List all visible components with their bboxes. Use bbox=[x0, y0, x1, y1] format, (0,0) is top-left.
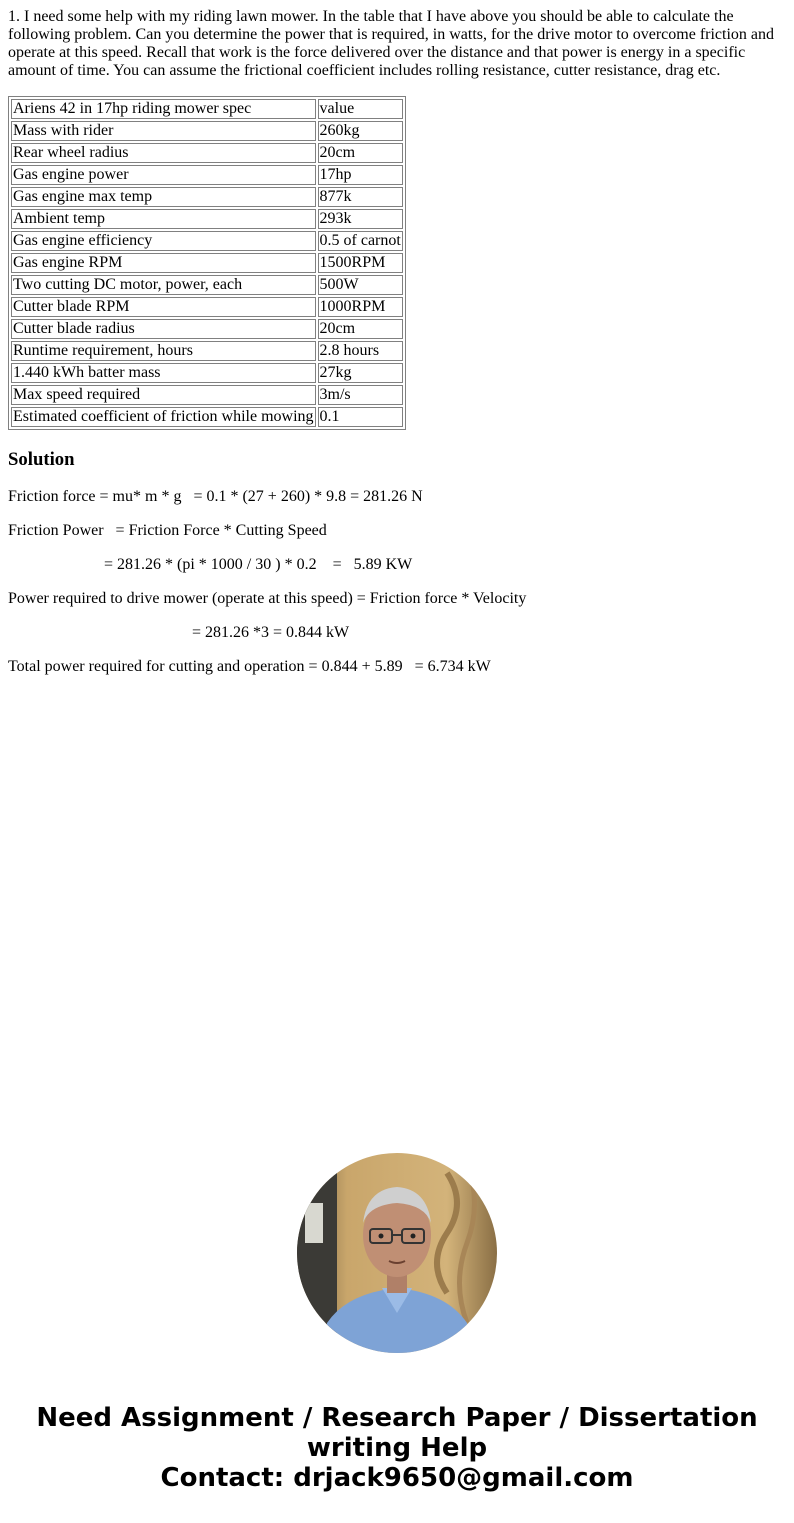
table-cell: Mass with rider bbox=[11, 121, 316, 141]
table-cell: Gas engine RPM bbox=[11, 253, 316, 273]
table-cell: Runtime requirement, hours bbox=[11, 341, 316, 361]
table-row bbox=[11, 143, 403, 163]
table-row bbox=[11, 385, 403, 405]
table-cell: Cutter blade radius bbox=[11, 319, 316, 339]
table-header-cell: value bbox=[318, 99, 403, 119]
author-photo bbox=[297, 1153, 497, 1353]
promo-footer bbox=[0, 1403, 794, 1493]
table-cell: 0.1 bbox=[318, 407, 403, 427]
promo-line: Need Assignment / Research Paper / Dissertation bbox=[36, 1403, 758, 1433]
table-cell: 1.440 kWh batter mass bbox=[11, 363, 316, 383]
table-cell: Gas engine max temp bbox=[11, 187, 316, 207]
solution-line: = 281.26 *3 = 0.844 kW bbox=[192, 624, 350, 641]
table-cell: Max speed required bbox=[11, 385, 316, 405]
spec-table bbox=[8, 96, 406, 430]
table-cell: Two cutting DC motor, power, each bbox=[11, 275, 316, 295]
table-row bbox=[11, 319, 403, 339]
table-row bbox=[11, 121, 403, 141]
table-cell: 20cm bbox=[318, 319, 403, 339]
table-row bbox=[11, 231, 403, 251]
contact-line: Contact: drjack9650@gmail.com bbox=[160, 1463, 634, 1493]
table-row bbox=[11, 341, 403, 361]
table-cell: 27kg bbox=[318, 363, 403, 383]
table-row bbox=[11, 209, 403, 229]
table-cell: Gas engine efficiency bbox=[11, 231, 316, 251]
table-cell: 500W bbox=[318, 275, 403, 295]
table-cell: 293k bbox=[318, 209, 403, 229]
document-body bbox=[8, 8, 786, 430]
table-row bbox=[11, 297, 403, 317]
table-cell: 3m/s bbox=[318, 385, 403, 405]
table-header-row bbox=[11, 99, 403, 119]
table-row bbox=[11, 275, 403, 295]
solution-line: Friction force = mu* m * g = 0.1 * (27 + 260) * 9.8 = 281.26 N bbox=[8, 488, 423, 505]
table-row bbox=[11, 187, 403, 207]
solution-heading: Solution bbox=[8, 449, 75, 470]
table-header-cell: Ariens 42 in 17hp riding mower spec bbox=[11, 99, 316, 119]
table-cell: 260kg bbox=[318, 121, 403, 141]
question-text: 1. I need some help with my riding lawn mower. In the table that I have above you should be able to calculate the following problem. Can you determine the power that is required, in watts, for the drive motor to overcome friction and operate at this speed. Recall that work is the force delivered over the distance and that power is energy in a specific amount of time. You can assume the frictional coefficient includes rolling resistance, cutter resistance, drag etc. bbox=[8, 8, 775, 79]
table-cell: 0.5 of carnot bbox=[319, 232, 401, 249]
solution-line: = 281.26 * (pi * 1000 / 30 ) * 0.2 = 5.89 KW bbox=[104, 556, 413, 573]
table-row bbox=[11, 165, 403, 185]
table-cell: Cutter blade RPM bbox=[11, 297, 316, 317]
solution-line: Total power required for cutting and operation = 0.844 + 5.89 = 6.734 kW bbox=[8, 658, 491, 675]
solution-line: Friction Power = Friction Force * Cutting Speed bbox=[8, 522, 327, 539]
table-cell: 1000RPM bbox=[318, 297, 403, 317]
promo-line: writing Help bbox=[306, 1433, 488, 1463]
table-cell: Estimated coefficient of friction while mowing bbox=[13, 408, 314, 425]
author-photo-graphic bbox=[297, 1153, 497, 1353]
table-cell: 17hp bbox=[318, 165, 403, 185]
solution-line: Power required to drive mower (operate at this speed) = Friction force * Velocity bbox=[8, 590, 527, 607]
table-cell: Ambient temp bbox=[11, 209, 316, 229]
table-row bbox=[11, 253, 403, 273]
table-row bbox=[11, 363, 403, 383]
table-cell: Gas engine power bbox=[11, 165, 316, 185]
table-cell: 2.8 hours bbox=[318, 341, 403, 361]
table-cell: 20cm bbox=[318, 143, 403, 163]
table-cell: 877k bbox=[318, 187, 403, 207]
table-cell: Rear wheel radius bbox=[11, 143, 316, 163]
table-cell: 1500RPM bbox=[318, 253, 403, 273]
table-row bbox=[11, 407, 403, 427]
